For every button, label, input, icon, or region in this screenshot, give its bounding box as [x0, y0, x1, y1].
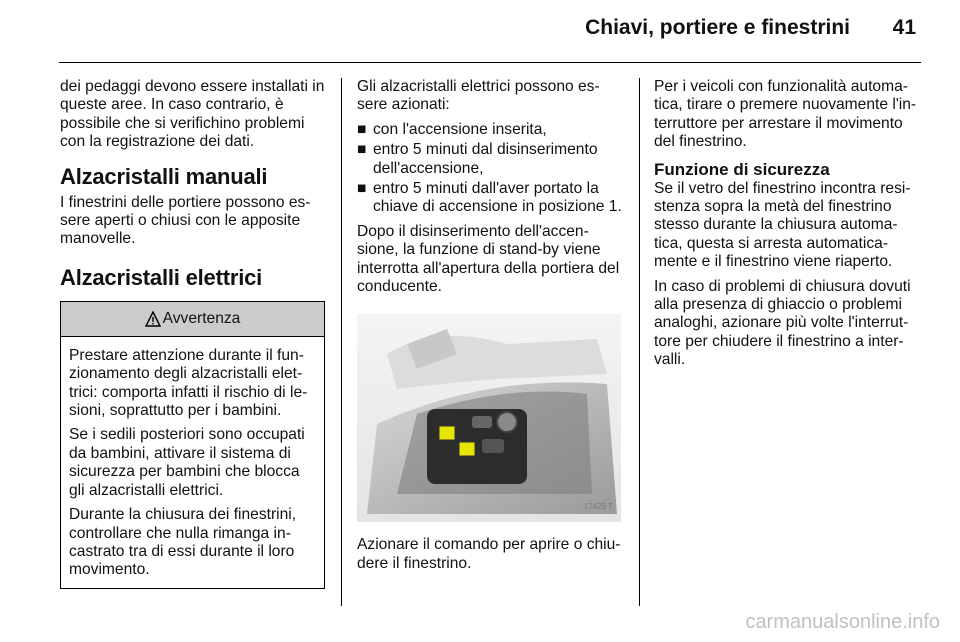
automatic-function-paragraph: Per i veicoli con funzionalità automa-tica, tirare o premere nuovamente l'in-terruttore per arrestare il movimento del finestrino. [654, 78, 917, 151]
warning-box [60, 301, 325, 589]
list-item: ■ entro 5 minuti dall'aver portato la chiave di accensione in posizione 1. [357, 180, 622, 216]
page-header-title: Chiavi, portiere e finestrini [585, 16, 850, 39]
section-heading-safety-function: Funzione di sicurezza [654, 159, 830, 179]
column-divider-2 [639, 78, 640, 606]
warning-paragraph-1: Prestare attenzione durante il fun-zionamento degli alzacristalli elet-trici: comporta infatti il rischio di le-sioni, soprattutto per i bambini. [69, 346, 308, 420]
warning-paragraph-3: Durante la chiusura dei finestrini, controllare che nulla rimanga in-castrato tra di essi durante il loro movimento. [69, 506, 297, 579]
list-item: ■ con l'accensione inserita, [357, 120, 547, 138]
column-right [654, 78, 924, 376]
conditions-list [357, 121, 625, 217]
window-switch-photo [357, 314, 621, 522]
list-item: ■ entro 5 minuti dal disinserimento dell'accensione, [357, 141, 598, 177]
safety-paragraph-1: Se il vetro del finestrino incontra resi-stenza sopra la metà del finestrino stesso durante la chiusura automa-tica, questa si arresta automatica-mente e il finestrino viene riaperto. [654, 179, 911, 271]
manual-windows-paragraph: I finestrini delle portiere possono es-sere aperti o chiusi con le apposite manovelle. [60, 193, 311, 248]
section-heading-power-windows: Alzacristalli elettrici [60, 264, 263, 290]
figure-caption: Azionare il comando per aprire o chiu-dere il finestrino. [357, 536, 621, 572]
warning-header [61, 302, 324, 337]
column-middle [357, 78, 625, 579]
warning-icon [145, 311, 161, 327]
header-divider [59, 62, 921, 63]
site-watermark: carmanualsonline.info [745, 611, 940, 633]
section-heading-manual-windows: Alzacristalli manuali [60, 163, 268, 189]
warning-paragraph-2: Se i sedili posteriori sono occupati da bambini, attivare il sistema di sicurezza per bambini che blocca gli alzacristalli elettrici. [69, 426, 305, 499]
operation-intro: Gli alzacristalli elettrici possono es-sere azionati: [357, 78, 600, 114]
column-left [60, 78, 325, 589]
page-number: 41 [892, 16, 916, 39]
standby-paragraph: Dopo il disinserimento dell'accen-sione, la funzione di stand-by viene interrotta all'apertura della portiera del conducente. [357, 222, 620, 296]
safety-paragraph-2: In caso di problemi di chiusura dovuti alla presenza di ghiaccio o problemi analoghi, azionare più volte l'interrut-tore per chiudere il finestrino a inter-valli. [654, 277, 911, 369]
intro-paragraph: dei pedaggi devono essere installati in queste aree. In caso contrario, è possibile che si verifichino problemi con la registrazione dei dati. [60, 78, 325, 151]
figure-code: 17429 T [583, 502, 613, 512]
warning-title: Avvertenza [162, 309, 241, 327]
warning-body [61, 337, 324, 588]
column-divider-1 [341, 78, 342, 606]
